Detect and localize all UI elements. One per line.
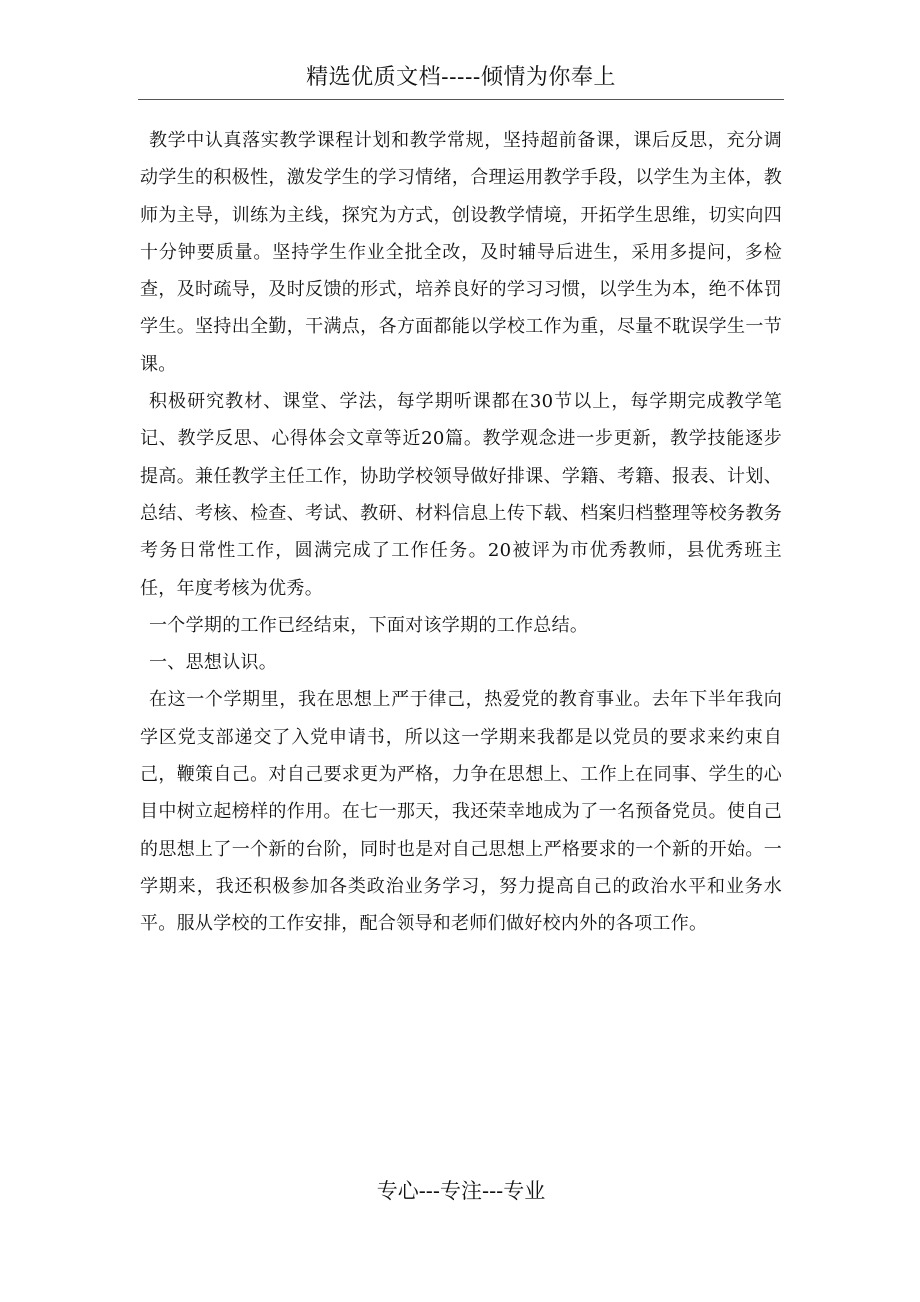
paragraph-research-duties: 积极研究教材、课堂、学法，每学期听课都在30节以上，每学期完成教学笔记、教学反思、心得体会文章等近20篇。教学观念进一步更新，教学技能逐步提高。兼任教学主任工作，协助学校领导做好排课、学籍、考籍、报表、计划、总结、考核、检查、考试、教研、材料信息上传下载、档案归档整理等校务教务考务日常性工作，圆满完成了工作任务。20被评为市优秀教师，县优秀班主任，年度考核为优秀。 xyxy=(140,391,782,599)
paragraph-teaching-routine: 教学中认真落实教学课程计划和教学常规，坚持超前备课，课后反思，充分调动学生的积极性，激发学生的学习情绪，合理运用教学手段，以学生为主体，教师为主导，训练为主线，探究为方式，创设教学情境，开拓学生思维，切实向四十分钟要质量。坚持学生作业全批全改，及时辅导后进生，采用多提问，多检查，及时疏导，及时反馈的形式，培养良好的学习习惯，以学生为本，绝不体罚学生。坚持出全勤，干满点，各方面都能以学校工作为重，尽量不耽误学生一节课。 xyxy=(140,130,782,375)
document-body xyxy=(140,122,782,943)
section-heading-ideology: 一、思想认识。 xyxy=(149,652,278,674)
paragraph-ideology: 在这一个学期里，我在思想上严于律己，热爱党的教育事业。去年下半年我向学区党支部递交了入党申请书，所以这一学期来我都是以党员的要求来约束自己，鞭策自己。对自己要求更为严格，力争在思想上、工作上在同事、学生的心目中树立起榜样的作用。在七一那天，我还荣幸地成为了一名预备党员。使自己的思想上了一个新的台阶，同时也是对自己思想上严格要求的一个新的开始。一学期来，我还积极参加各类政治业务学习，努力提高自己的政治水平和业务水平。服从学校的工作安排，配合领导和老师们做好校内外的各项工作。 xyxy=(140,689,782,935)
paragraph-summary-intro: 一个学期的工作已经结束，下面对该学期的工作总结。 xyxy=(149,614,589,636)
page-header-title: 精选优质文档-----倾情为你奉上 xyxy=(306,65,616,90)
page-footer-text: 专心---专注---专业 xyxy=(376,1179,546,1203)
header-divider xyxy=(138,99,784,100)
